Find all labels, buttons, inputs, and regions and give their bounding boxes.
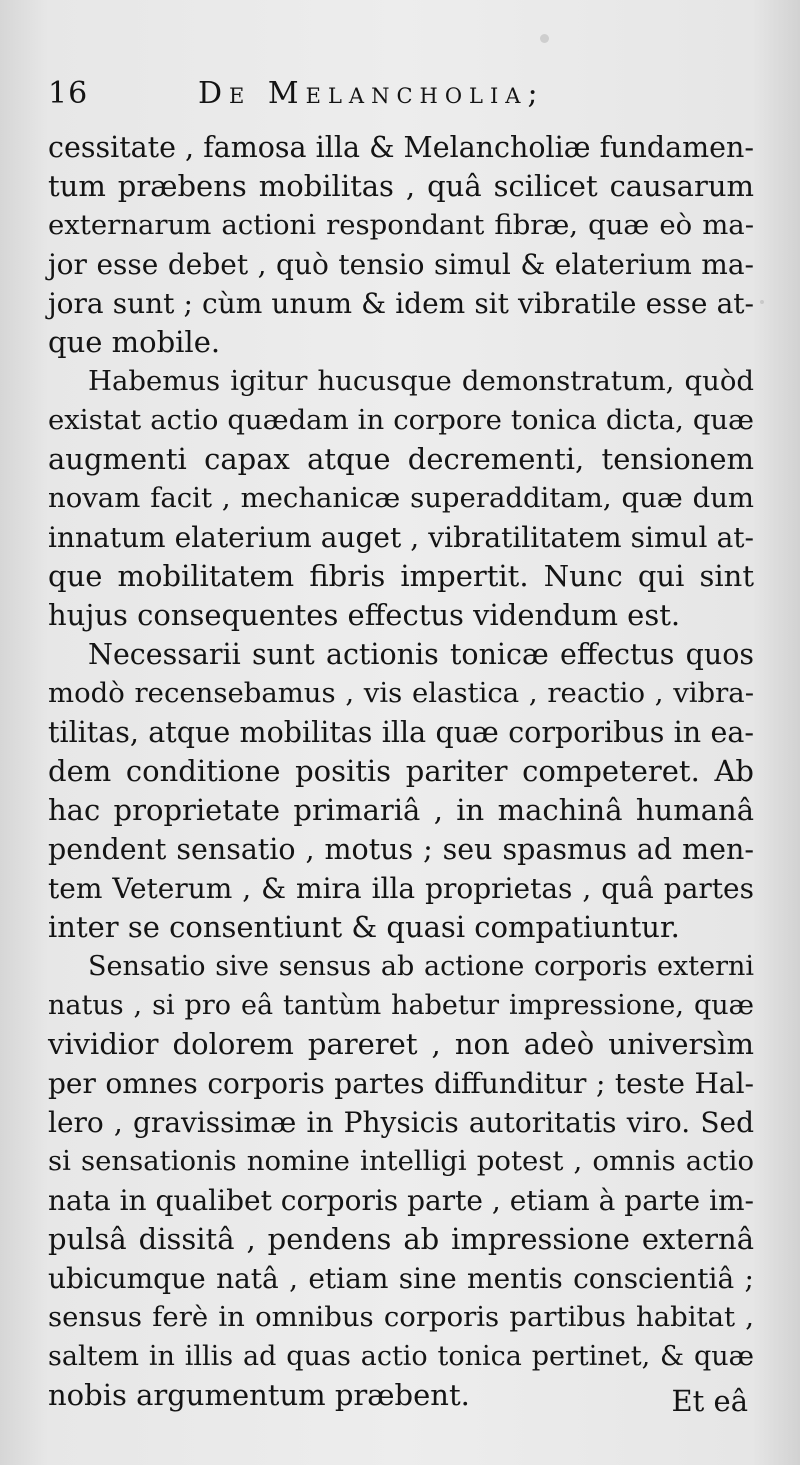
text-line: tem Veterum , & mira illa proprietas , quâ partes: [48, 872, 754, 905]
text-line: natus , si pro eâ tantùm habetur impressione, quæ: [48, 990, 754, 1021]
text-line: existat actio quædam in corpore tonica dicta, quæ: [48, 404, 754, 436]
text-line: si sensationis nomine intelligi potest , omnis actio: [48, 1145, 754, 1177]
page-number: 16: [48, 76, 89, 111]
text-line: modò recensebamus , vis elastica , reactio , vibra-: [48, 677, 754, 709]
text-line: lero , gravissimæ in Physicis autoritatis viro. Sed: [48, 1106, 754, 1139]
text-line: que mobilitatem fibris impertit. Nunc qui sint: [48, 559, 754, 593]
text-line: jora sunt ; cùm unum & idem sit vibratile esse at-: [48, 287, 754, 320]
running-title: De Melancholia;: [198, 76, 545, 111]
text-line: ubicumque natâ , etiam sine mentis conscientiâ ;: [48, 1262, 754, 1295]
paper-speck: [540, 34, 549, 43]
page-header: [48, 68, 758, 120]
text-line: externarum actioni respondant fibræ, quæ eò ma-: [48, 209, 754, 241]
paper-speck: [760, 300, 764, 304]
text-line: que mobile.: [48, 325, 221, 359]
text-line: tilitas, atque mobilitas illa quæ corporibus in ea-: [48, 716, 754, 749]
text-line: inter se consentiunt & quasi compatiuntur.: [48, 910, 680, 944]
text-line: hujus consequentes effectus videndum est.: [48, 598, 681, 632]
text-line: tum præbens mobilitas , quâ scilicet causarum: [48, 169, 754, 203]
text-line: sensus ferè in omnibus corporis partibus habitat ,: [48, 1301, 754, 1333]
text-line: nobis argumentum præbent.: [48, 1378, 470, 1412]
text-line: augmenti capax atque decrementi, tensionem: [48, 442, 754, 476]
text-line: nata in qualibet corporis parte , etiam à parte im-: [48, 1184, 754, 1217]
text-line: novam facit , mechanicæ superadditam, quæ dum: [48, 482, 754, 514]
text-line: pendent sensatio , motus ; seu spasmus ad men-: [48, 833, 754, 866]
body-text: [48, 128, 754, 1415]
paragraph-first-line: Necessarii sunt actionis tonicæ effectus quos: [88, 638, 754, 671]
text-line: cessitate , famosa illa & Melancholiæ fundamen-: [48, 131, 754, 164]
paragraph-first-line: Habemus igitur hucusque demonstratum, quòd: [88, 365, 754, 397]
text-line: hac proprietate primariâ , in machinâ humanâ: [48, 793, 754, 827]
text-line: vividior dolorem pareret , non adeò universìm: [48, 1027, 754, 1061]
text-line: pulsâ dissitâ , pendens ab impressione externâ: [48, 1222, 754, 1256]
text-line: jor esse debet , quò tensio simul & elaterium ma-: [48, 248, 754, 281]
text-line: innatum elaterium auget , vibratilitatem simul at-: [48, 521, 754, 554]
text-line: per omnes corporis partes diffunditur ; teste Hal-: [48, 1067, 754, 1100]
catchword: Et eâ: [671, 1384, 748, 1418]
text-line: saltem in illis ad quas actio tonica pertinet, & quæ: [48, 1341, 754, 1372]
paragraph-first-line: Sensatio sive sensus ab actione corporis externi: [88, 951, 754, 982]
text-line: dem conditione positis pariter competeret. Ab: [48, 754, 754, 788]
